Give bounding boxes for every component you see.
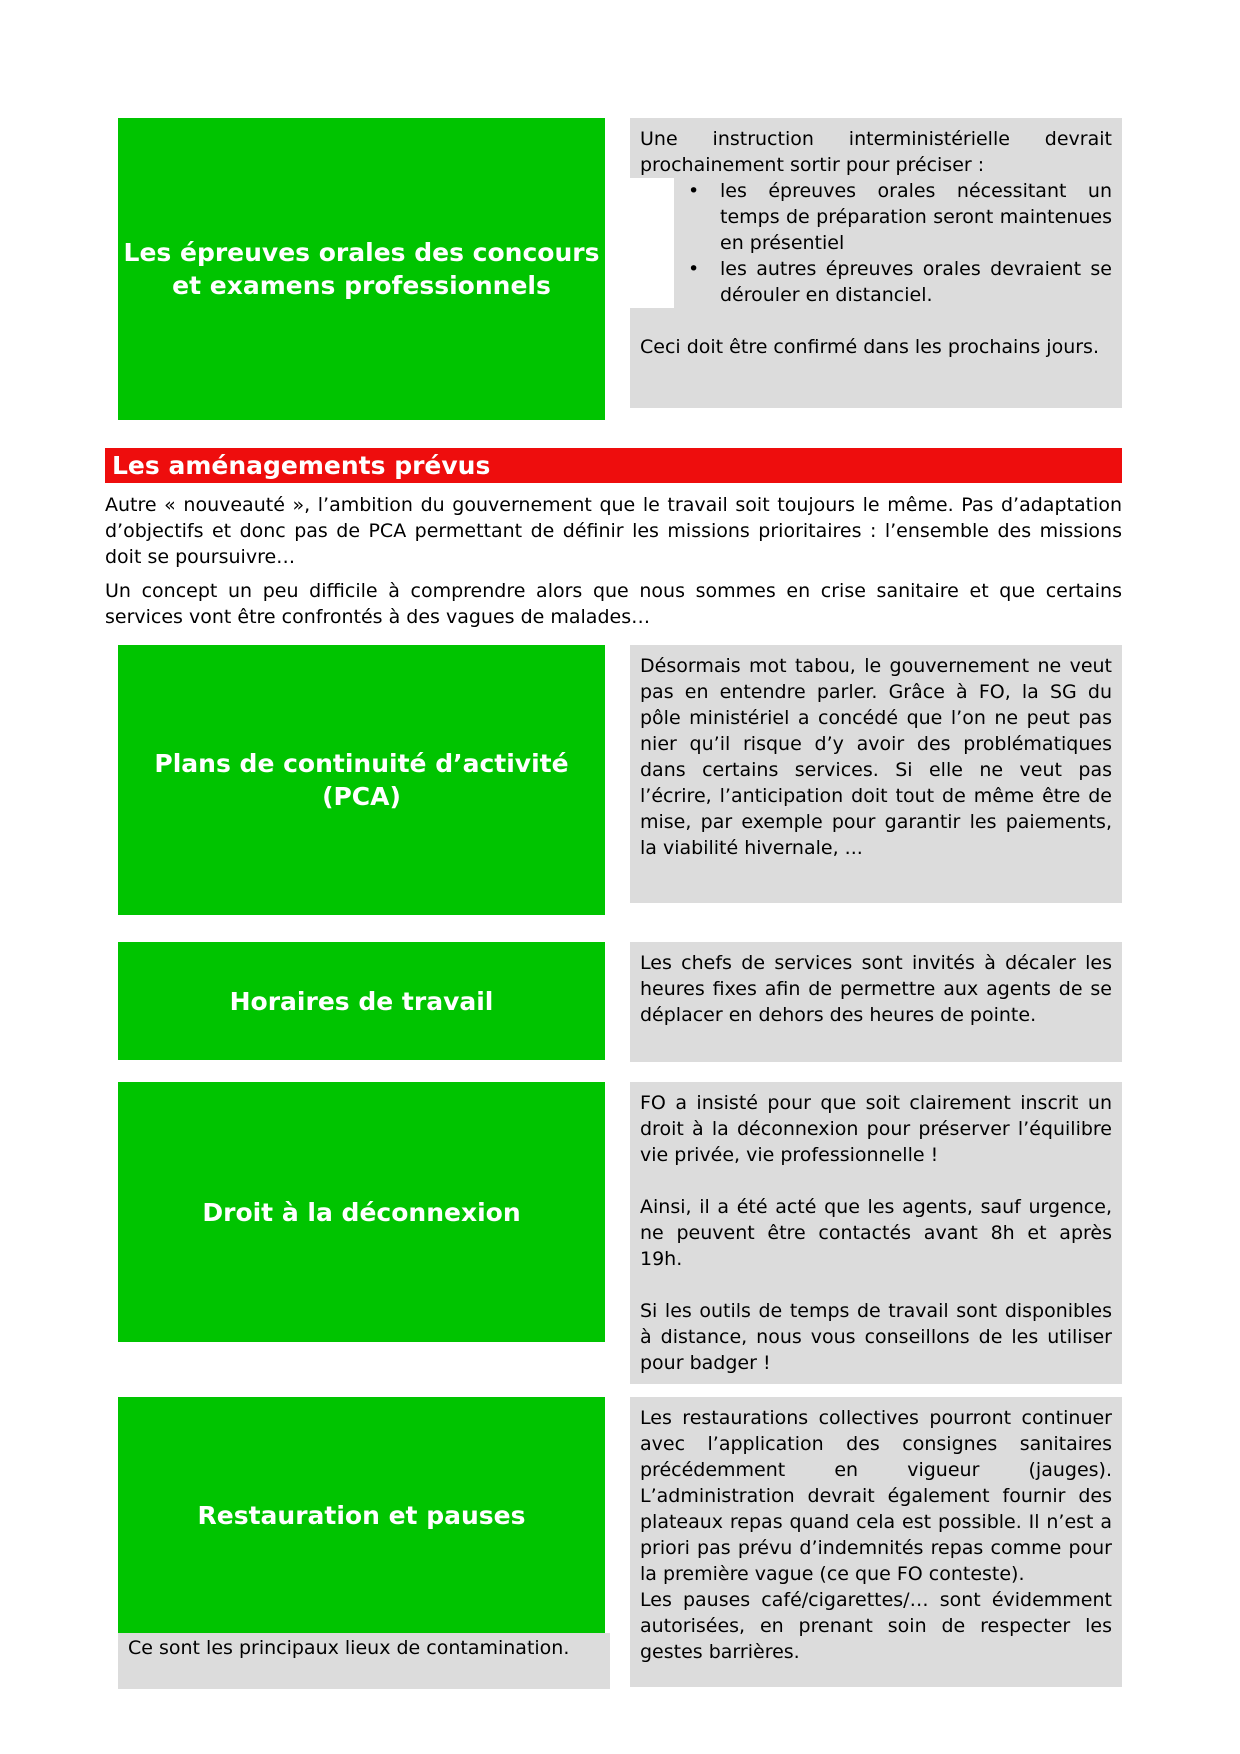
- bullet-item-text: les épreuves orales nécessitant un temps de préparation seront maintenues en présentiel: [720, 180, 1112, 254]
- deconnexion-green-title-box: [118, 1082, 605, 1342]
- bullet-item: [686, 178, 1112, 256]
- bullet-indent-whitespace: [630, 178, 674, 308]
- restauration-paragraph-2: Les pauses café/cigarettes/… sont évidemment autorisées, en prenant soin de respecter les gestes barrières.: [640, 1589, 1112, 1663]
- epreuves-intro-paragraph: Une instruction interministérielle devrait prochainement sortir pour préciser :: [640, 128, 1112, 176]
- horaires-paragraph: Les chefs de services sont invités à décaler les heures fixes afin de permettre aux agents de se déplacer en dehors des heures de pointe.: [640, 952, 1112, 1026]
- restauration-text-box: [630, 1397, 1122, 1687]
- deconnexion-paragraph-1: FO a insisté pour que soit clairement inscrit un droit à la déconnexion pour préserver l’équilibre vie privée, vie professionnelle !: [640, 1092, 1112, 1166]
- horaires-text-box: [630, 942, 1122, 1062]
- deconnexion-title: Droit à la déconnexion: [202, 1197, 521, 1227]
- restauration-green-title-box: [118, 1397, 605, 1633]
- restauration-paragraph-1: Les restaurations collectives pourront continuer avec l’application des consignes sanitaires précédemment en vigueur (jauges). L’administration devrait également fournir des plateaux repas quand cela est possible. Il n’est a priori pas prévu d’indemnités repas comme pour la première vague (ce que FO conteste).: [640, 1407, 1112, 1585]
- epreuves-green-title-box: [118, 118, 605, 420]
- section-banner: [105, 448, 1122, 483]
- epreuves-bullet-list: [686, 178, 1112, 308]
- intro-paragraph-1: Autre « nouveauté », l’ambition du gouvernement que le travail soit toujours le même. Pas d’adaptation d’objectifs et donc pas de PCA permettant de définir les missions prioritaires : l’ensemble des missions doit se poursuivre…: [105, 494, 1122, 568]
- contamination-note: Ce sont les principaux lieux de contamination.: [128, 1637, 570, 1659]
- pca-title-line1: Plans de continuité d’activité: [154, 749, 569, 778]
- epreuves-outro-paragraph: Ceci doit être confirmé dans les prochains jours.: [640, 336, 1099, 358]
- section-banner-title: Les aménagements prévus: [112, 451, 491, 480]
- contamination-note-box: [118, 1633, 610, 1689]
- epreuves-text-box: [630, 118, 1122, 408]
- pca-paragraph: Désormais mot tabou, le gouvernement ne veut pas en entendre parler. Grâce à FO, la SG du pôle ministériel a concédé que l’on ne peut pas nier qu’il risque d’y avoir des problématiques dans certains services. Si elle ne veut pas l’écrire, l’anticipation doit tout de même être de mise, par exemple pour garantir les paiements, la viabilité hivernale, ...: [640, 655, 1112, 859]
- restauration-title: Restauration et pauses: [197, 1500, 526, 1530]
- intro-paragraph-2: Un concept un peu difficile à comprendre alors que nous sommes en crise sanitaire et que certains services vont être confrontés à des vagues de malades…: [105, 580, 1122, 628]
- bullet-item: [686, 256, 1112, 308]
- epreuves-title-line2: et examens professionnels: [172, 271, 551, 300]
- deconnexion-text-box: [630, 1082, 1122, 1384]
- pca-title-line2: (PCA): [322, 782, 401, 811]
- horaires-title: Horaires de travail: [229, 986, 494, 1016]
- deconnexion-paragraph-3: Si les outils de temps de travail sont disponibles à distance, nous vous conseillons de les utiliser pour badger !: [640, 1300, 1112, 1374]
- deconnexion-paragraph-2: Ainsi, il a été acté que les agents, sauf urgence, ne peuvent être contactés avant 8h et après 19h.: [640, 1196, 1112, 1270]
- pca-text-box: [630, 645, 1122, 903]
- bullet-item-text: les autres épreuves orales devraient se dérouler en distanciel.: [720, 258, 1112, 306]
- pca-green-title-box: [118, 645, 605, 915]
- epreuves-title-line1: Les épreuves orales des concours: [123, 238, 600, 267]
- horaires-green-title-box: [118, 942, 605, 1060]
